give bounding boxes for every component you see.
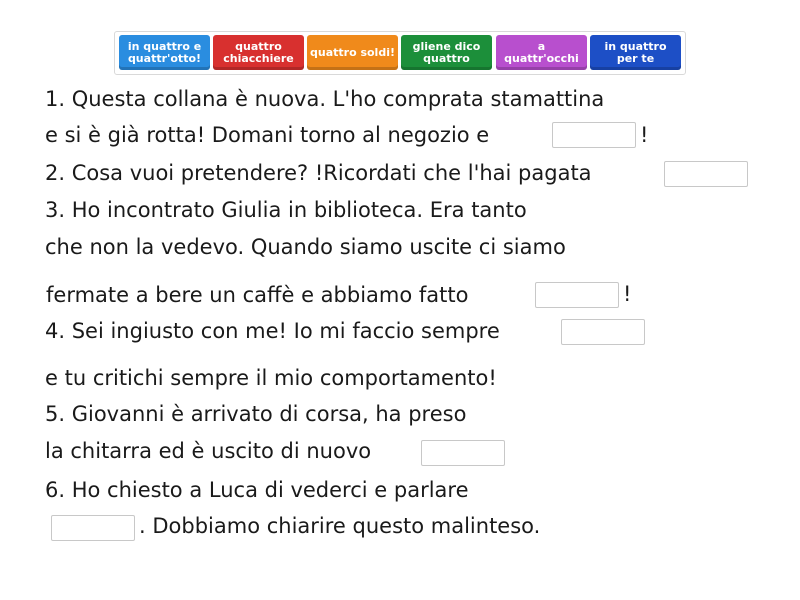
answer-chip-in-quattro-e-quattrotto[interactable]: in quattro e quattr'otto! bbox=[119, 35, 210, 70]
answer-blank-2[interactable] bbox=[664, 161, 748, 187]
answer-chip-quattro-soldi[interactable]: quattro soldi! bbox=[307, 35, 398, 70]
answer-chip-quattro-chiacchiere[interactable]: quattro chiacchiere bbox=[213, 35, 304, 70]
answer-blank-1[interactable] bbox=[552, 122, 636, 148]
answer-blank-3[interactable] bbox=[535, 282, 619, 308]
sentence-line-5a: 5. Giovanni è arrivato di corsa, ha preso bbox=[45, 402, 467, 426]
sentence-line-3b: che non la vedevo. Quando siamo uscite ci siamo bbox=[45, 235, 566, 259]
sentence-line-1b-end: ! bbox=[640, 123, 649, 147]
answer-blank-4[interactable] bbox=[561, 319, 645, 345]
answer-chip-gliene-dico-quattro[interactable]: gliene dico quattro bbox=[401, 35, 492, 70]
sentence-line-6a: 6. Ho chiesto a Luca di vederci e parlare bbox=[45, 478, 469, 502]
sentence-line-1b: e si è già rotta! Domani torno al negozio e bbox=[45, 123, 490, 147]
sentence-line-4b: e tu critichi sempre il mio comportamento! bbox=[45, 366, 497, 390]
sentence-line-2: 2. Cosa vuoi pretendere? !Ricordati che l'hai pagata bbox=[45, 161, 592, 185]
answer-blank-5[interactable] bbox=[421, 440, 505, 466]
answer-chip-in-quattro-per-te[interactable]: in quattro per te bbox=[590, 35, 681, 70]
sentence-line-3c-end: ! bbox=[623, 282, 632, 306]
sentence-line-3c: fermate a bere un caffè e abbiamo fatto bbox=[46, 283, 469, 307]
answer-chip-a-quattrocchi[interactable]: a quattr'occhi bbox=[496, 35, 587, 70]
sentence-line-4a: 4. Sei ingiusto con me! Io mi faccio sempre bbox=[45, 319, 500, 343]
answer-blank-6[interactable] bbox=[51, 515, 135, 541]
sentence-line-5b: la chitarra ed è uscito di nuovo bbox=[45, 439, 372, 463]
sentence-line-3a: 3. Ho incontrato Giulia in biblioteca. Era tanto bbox=[45, 198, 527, 222]
sentence-line-6b: . Dobbiamo chiarire questo malinteso. bbox=[139, 514, 541, 538]
sentence-line-1a: 1. Questa collana è nuova. L'ho comprata stamattina bbox=[45, 87, 605, 111]
